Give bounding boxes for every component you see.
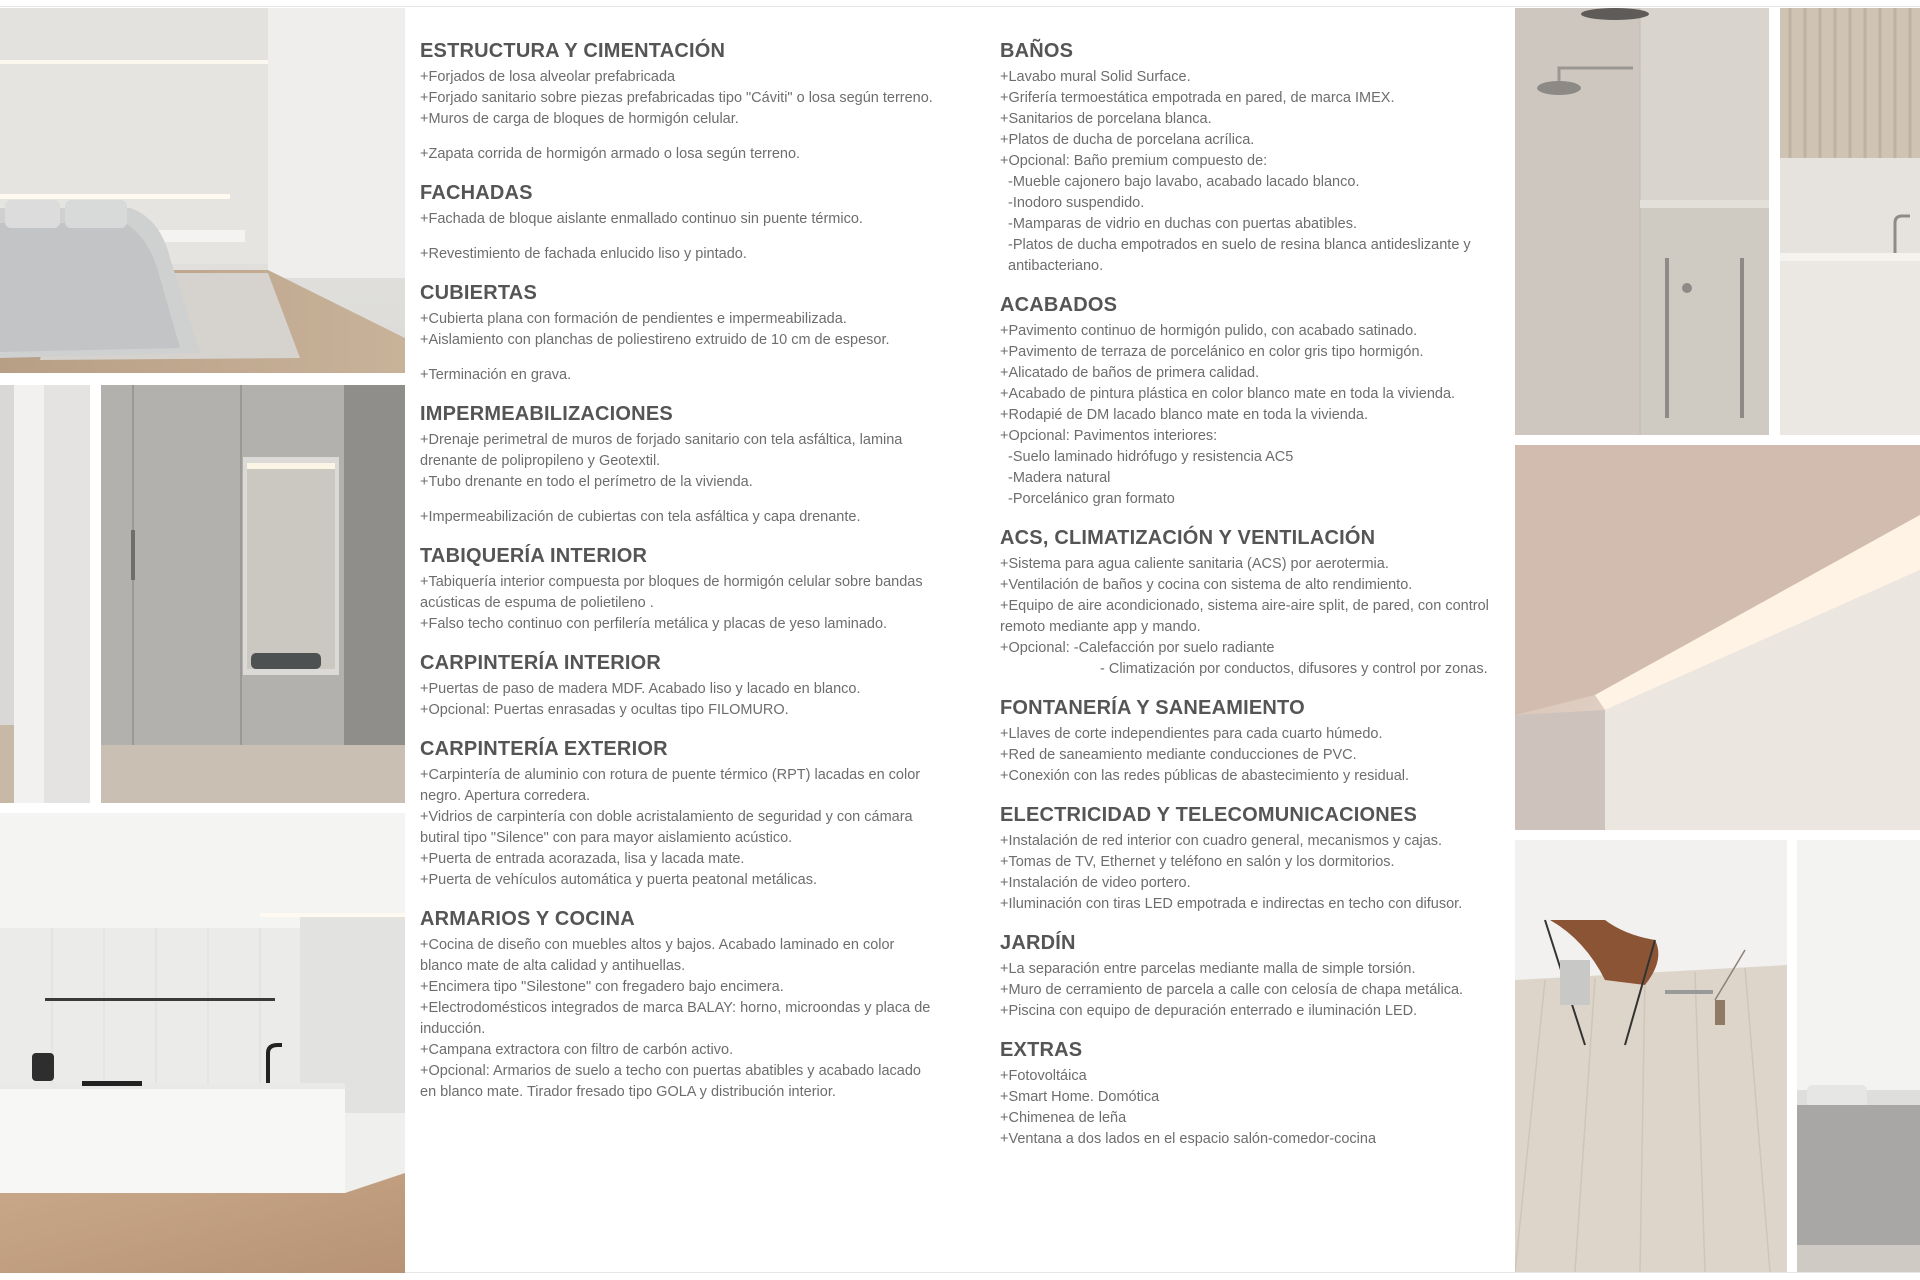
left-spec-column	[420, 40, 936, 1120]
spec-item: +Muros de carga de bloques de hormigón celular.	[420, 111, 739, 127]
spec-item: +Opcional: -Calefacción por suelo radiante	[1000, 640, 1275, 656]
section-tabiqueria-interior	[420, 545, 936, 635]
spec-item: +Encimera tipo "Silestone" con fregadero bajo encimera.	[420, 979, 784, 995]
spec-item: +Terminación en grava.	[420, 367, 572, 383]
spec-list	[420, 572, 936, 635]
spec-item: +Opcional: Puertas enrasadas y ocultas tipo FILOMURO.	[420, 702, 789, 718]
spec-item: +Forjados de losa alveolar prefabricada	[420, 69, 676, 85]
section-title: IMPERMEABILIZACIONES	[420, 403, 673, 425]
spec-item: +Zapata corrida de hormigón armado o losa según terreno.	[420, 146, 801, 162]
spec-list	[1000, 67, 1512, 277]
spec-list	[1000, 959, 1512, 1022]
section-title: ELECTRICIDAD Y TELECOMUNICACIONES	[1000, 804, 1418, 826]
spec-item: +Campana extractora con filtro de carbón activo.	[420, 1042, 734, 1058]
spec-item: +Muro de cerramiento de parcela a calle con celosía de chapa metálica.	[1000, 982, 1464, 998]
kitchen-photo	[0, 813, 405, 1273]
spec-item: +Equipo de aire acondicionado, sistema aire-aire split, de pared, con control remoto mediante app y mando.	[1000, 598, 1489, 635]
spec-item: +Rodapié de DM lacado blanco mate en toda la vivienda.	[1000, 407, 1368, 423]
spec-item: +Sistema para agua caliente sanitaria (ACS) por aerotermia.	[1000, 556, 1389, 572]
living-chair-photo	[1515, 840, 1787, 1272]
spec-item: +Drenaje perimetral de muros de forjado sanitario con tela asfáltica, lamina drenante de polipropileno y Geotextil.	[420, 432, 903, 469]
spec-list	[1000, 831, 1512, 915]
spec-item: +Red de saneamiento mediante conducciones de PVC.	[1000, 747, 1357, 763]
section-cubiertas	[420, 282, 936, 386]
spec-list	[1000, 724, 1512, 787]
spec-item: +Smart Home. Domótica	[1000, 1089, 1160, 1105]
section-title: BAÑOS	[1000, 40, 1074, 62]
shower-photo	[1515, 8, 1769, 435]
spec-list	[420, 67, 936, 165]
spec-item: -Inodoro suspendido.	[1008, 195, 1145, 211]
spec-item: +Lavabo mural Solid Surface.	[1000, 69, 1191, 85]
section-electricidad-y-telecomunicaciones	[1000, 804, 1512, 915]
spec-item: +La separación entre parcelas mediante malla de simple torsión.	[1000, 961, 1416, 977]
section-title: FONTANERÍA Y SANEAMIENTO	[1000, 697, 1305, 719]
section-carpinteria-interior	[420, 652, 936, 721]
spec-item: +Grifería termoestática empotrada en pared, de marca IMEX.	[1000, 90, 1395, 106]
spec-item: -Platos de ducha empotrados en suelo de resina blanca antideslizante y antibacteriano.	[1008, 237, 1471, 274]
spec-item: - Climatización por conductos, difusores y control por zonas.	[1100, 661, 1488, 677]
spec-item: +Opcional: Pavimentos interiores:	[1000, 428, 1218, 444]
spec-item: +Revestimiento de fachada enlucido liso y pintado.	[420, 246, 747, 262]
spec-item: -Suelo laminado hidrófugo y resistencia AC5	[1008, 449, 1294, 465]
section-impermeabilizaciones	[420, 403, 936, 528]
spec-item: +Fachada de bloque aislante enmallado continuo sin puente térmico.	[420, 211, 863, 227]
spec-item: +Alicatado de baños de primera calidad.	[1000, 365, 1260, 381]
spec-item: +Opcional: Armarios de suelo a techo con puertas abatibles y acabado lacado en blanco mate. Tirador fresado tipo GOLA y distribución interior.	[420, 1063, 921, 1100]
section-title: ACS, CLIMATIZACIÓN Y VENTILACIÓN	[1000, 527, 1376, 549]
section-title: CARPINTERÍA INTERIOR	[420, 652, 662, 674]
spec-item: +Pavimento continuo de hormigón pulido, con acabado satinado.	[1000, 323, 1418, 339]
spec-item: +Aislamiento con planchas de poliestireno extruido de 10 cm de espesor.	[420, 332, 890, 348]
spec-list	[420, 430, 936, 528]
section-fontaneria-y-saneamiento	[1000, 697, 1512, 787]
spec-item: +Fotovoltáica	[1000, 1068, 1087, 1084]
spec-item: +Sanitarios de porcelana blanca.	[1000, 111, 1212, 127]
section-title: ARMARIOS Y COCINA	[420, 908, 635, 930]
spec-item: +Instalación de video portero.	[1000, 875, 1191, 891]
spec-item: +Forjado sanitario sobre piezas prefabricadas tipo "Cáviti" o losa según terreno.	[420, 90, 933, 106]
spec-item: +Platos de ducha de porcelana acrílica.	[1000, 132, 1255, 148]
spec-item: +Ventana a dos lados en el espacio salón-comedor-cocina	[1000, 1131, 1377, 1147]
section-title: FACHADAS	[420, 182, 533, 204]
section-title: CUBIERTAS	[420, 282, 537, 304]
section-extras	[1000, 1039, 1512, 1150]
spec-list	[1000, 321, 1512, 510]
spec-item: +Vidrios de carpintería con doble acristalamiento de seguridad y con cámara butiral tipo "Silence" con para mayor aislamiento acústico.	[420, 809, 913, 846]
spec-item: +Puerta de vehículos automática y puerta peatonal metálicas.	[420, 872, 817, 888]
spec-list	[1000, 1066, 1512, 1150]
spec-item: +Opcional: Baño premium compuesto de:	[1000, 153, 1268, 169]
spec-item: +Chimenea de leña	[1000, 1110, 1127, 1126]
washbasin-photo	[1780, 8, 1920, 435]
spec-item: -Mueble cajonero bajo lavabo, acabado lacado blanco.	[1008, 174, 1360, 190]
ceiling-light-photo	[1515, 445, 1920, 830]
spec-item: +Piscina con equipo de depuración enterrado e iluminación LED.	[1000, 1003, 1418, 1019]
spec-item: -Madera natural	[1008, 470, 1111, 486]
spec-list	[420, 935, 936, 1103]
section-jardin	[1000, 932, 1512, 1022]
section-title: ACABADOS	[1000, 294, 1118, 316]
spec-item: +Pavimento de terraza de porcelánico en color gris tipo hormigón.	[1000, 344, 1424, 360]
spec-list	[1000, 554, 1512, 680]
spec-item: +Cocina de diseño con muebles altos y bajos. Acabado laminado en color blanco mate de alta calidad y antihuellas.	[420, 937, 895, 974]
spec-item: +Falso techo continuo con perfilería metálica y placas de yeso laminado.	[420, 616, 888, 632]
spec-item: +Tabiquería interior compuesta por bloques de hormigón celular sobre bandas acústicas de espuma de polietileno .	[420, 574, 923, 611]
closet-photo	[101, 385, 405, 803]
spec-item: +Impermeabilización de cubiertas con tela asfáltica y capa drenante.	[420, 509, 861, 525]
section-fachadas	[420, 182, 936, 265]
spec-item: -Porcelánico gran formato	[1008, 491, 1175, 507]
spec-item: +Cubierta plana con formación de pendientes e impermeabilizada.	[420, 311, 847, 327]
spec-item: +Carpintería de aluminio con rotura de puente térmico (RPT) lacadas en color negro. Apertura corredera.	[420, 767, 921, 804]
spec-list	[420, 209, 936, 265]
section-carpinteria-exterior	[420, 738, 936, 891]
spec-item: +Acabado de pintura plástica en color blanco mate en toda la vivienda.	[1000, 386, 1456, 402]
section-banos	[1000, 40, 1512, 277]
section-title: JARDÍN	[1000, 932, 1076, 954]
bedroom-photo	[0, 8, 405, 373]
spec-item: +Conexión con las redes públicas de abastecimiento y residual.	[1000, 768, 1410, 784]
spec-item: +Electrodomésticos integrados de marca BALAY: horno, microondas y placa de inducción.	[420, 1000, 931, 1037]
section-acs-climatizacion-y-ventilacion	[1000, 527, 1512, 680]
section-title: TABIQUERÍA INTERIOR	[420, 545, 648, 567]
spec-item: +Llaves de corte independientes para cada cuarto húmedo.	[1000, 726, 1383, 742]
bedroom-detail-photo	[1797, 840, 1920, 1272]
section-acabados	[1000, 294, 1512, 510]
section-armarios-y-cocina	[420, 908, 936, 1103]
spec-list	[420, 679, 936, 721]
spec-item: +Tomas de TV, Ethernet y teléfono en salón y los dormitorios.	[1000, 854, 1395, 870]
top-rule	[0, 6, 1920, 7]
spec-item: +Puertas de paso de madera MDF. Acabado liso y lacado en blanco.	[420, 681, 861, 697]
spec-item: +Tubo drenante en todo el perímetro de la vivienda.	[420, 474, 753, 490]
spec-item: +Iluminación con tiras LED empotrada e indirectas en techo con difusor.	[1000, 896, 1463, 912]
spec-item: +Ventilación de baños y cocina con sistema de alto rendimiento.	[1000, 577, 1413, 593]
spec-item: +Instalación de red interior con cuadro general, mecanismos y cajas.	[1000, 833, 1443, 849]
section-title: CARPINTERÍA EXTERIOR	[420, 738, 668, 760]
corridor-photo	[0, 385, 90, 803]
section-estructura-y-cimentacion	[420, 40, 936, 165]
spec-item: -Mamparas de vidrio en duchas con puertas abatibles.	[1008, 216, 1357, 232]
section-title: ESTRUCTURA Y CIMENTACIÓN	[420, 40, 726, 62]
spec-list	[420, 765, 936, 891]
section-title: EXTRAS	[1000, 1039, 1083, 1061]
spec-item: +Puerta de entrada acorazada, lisa y lacada mate.	[420, 851, 745, 867]
spec-list	[420, 309, 936, 386]
right-spec-column	[1000, 40, 1512, 1167]
